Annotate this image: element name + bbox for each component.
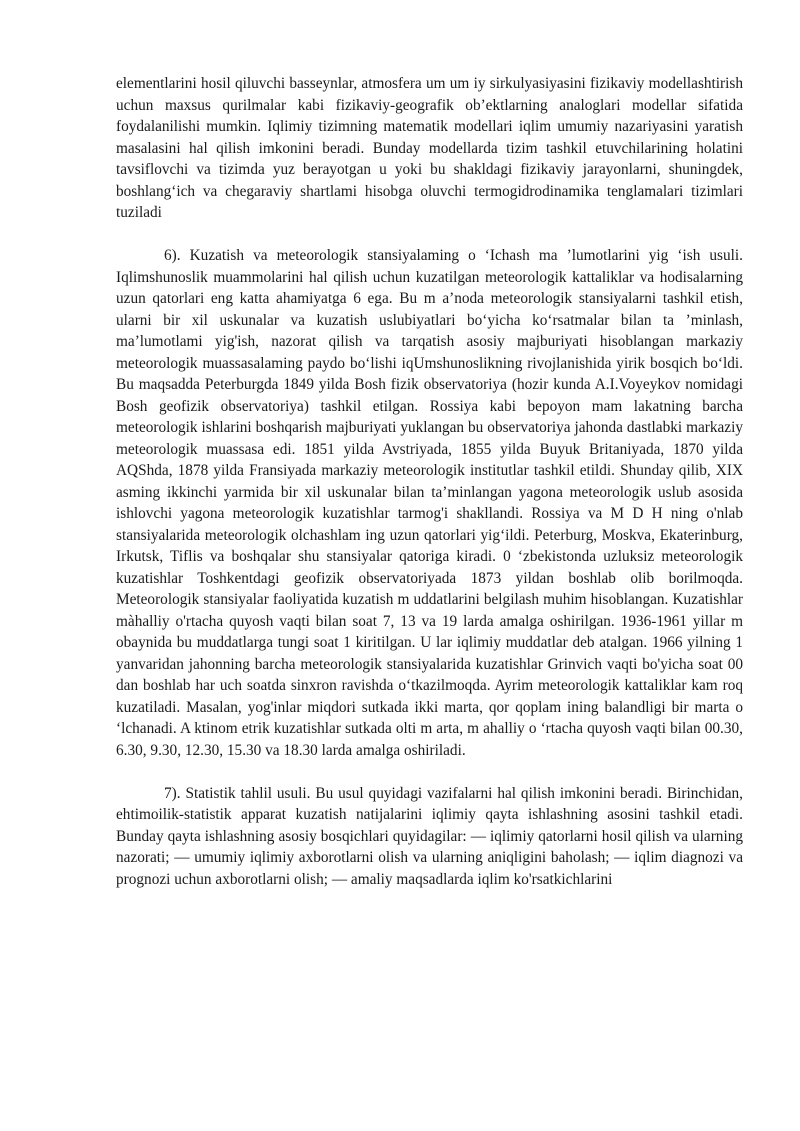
paragraph-statistical-method: 7). Statistik tahlil usuli. Bu usul quyidagi vazifalarni hal qilish imkonini beradi. Birinchidan, ehtimoilik-statistik apparat kuzatish natijalarini iqlimiy qayta ishlashning asosini tashkil etadi. Bunday qayta ishlashning asosiy bosqichlari quyidagilar: — iqlimiy qatorlarni hosil qilish va ularning nazorati; — umumiy iqlimiy axborotlarni olish va ularning aniqligini baholash; — iqlim diagnozi va prognozi uchun axborotlarni olish; — amaliy maqsadlarda iqlim ko'rsatkichlarini bbox=[116, 784, 743, 888]
paragraph-observation-method: 6). Kuzatish va meteorologik stansiyalaming o ‘Ichash ma ’lumotlarini yig ‘ish usuli. Iqlimshunoslik muammolarini hal qilish uchun kuzatilgan meteorologik kattaliklar va hodisalarning uzun qatorlari eng katta ahamiyatga 6 ega. Bu m a’noda meteorologik stansiyalarni tashkil etish, ularni bir xil uskunalar va kuzatish uslubiyatlari bo‘yicha ko‘rsatmalar bilan ta ’minlash, ma’lumotlami yig'ish, nazorat qilish va tarqatish asosiy majburiyati hisoblangan markaziy meteorologik muassasalaming paydo bo‘lishi iqUmshunoslikning rivojlanishida yirik bosqich bo‘ldi. Bu maqsadda Peterburgda 1849 yilda Bosh fizik observatoriya (hozir kunda A.I.Voyeykov nomidagi Bosh geofizik observatoriya) tashkil etilgan. Rossiya kabi bepoyon mam lakatning barcha meteorologik ishlarini boshqarish majburiyati yuklangan bu observatoriya jahonda dastlabki markaziy meteorologik muassasa edi. 1851 yilda Avstriyada, 1855 yilda Buyuk Britaniyada, 1870 yilda AQShda, 1878 yilda Fransiyada markaziy meteorologik institutlar tashkil etildi. Shunday qilib, XIX asming ikkinchi yarmida bir xil uskunalar bilan ta’minlangan yagona meteorologik uslub asosida ishlovchi yagona meteorologik kuzatishlar tarmog'i shakllandi. Rossiya va M D H ning o'nlab stansiyalarida meteorologik olchashlam ing uzun qatorlari yig‘ildi. Peterburg, Moskva, Ekaterinburg, Irkutsk, Tiflis va boshqalar shu stansiyalar qatoriga kiradi. 0 ‘zbekistonda uzluksiz meteorologik kuzatishlar Toshkentdagi geofizik observatoriyada 1873 yildan boshlab olib borilmoqda. Meteorologik stansiyalar faoliyatida kuzatish m uddatlarini belgilash muhim hisoblangan. Kuzatishlar màhalliy o'rtacha quyosh vaqti bilan soat 7, 13 va 19 larda amalga oshirilgan. 1936-1961 yillar m obaynida bu muddatlarga tungi soat 1 kiritilgan. U lar iqlimiy muddatlar deb atalgan. 1966 yilning 1 yanvaridan jahonning barcha meteorologik stansiyalarida kuzatishlar Grinvich vaqti bo'yicha soat 00 dan boshlab har uch soatda sinxron ravishda o‘tkazilmoqda. Ayrim meteorologik kattaliklar kam roq kuzatiladi. Masalan, yog'inlar miqdori sutkada ikki marta, qor qoplam ining balandligi bir marta o ‘lchanadi. A ktinom etrik kuzatishlar sutkada olti m arta, m ahalliy o ‘rtacha quyosh vaqti bilan 00.30, 6.30, 9.30, 12.30, 15.30 va 18.30 larda amalga oshiriladi. bbox=[116, 247, 743, 759]
paragraph-spacer bbox=[116, 224, 743, 246]
document-page bbox=[116, 73, 743, 890]
paragraph-continuation: elementlarini hosil qiluvchi basseynlar, atmosfera um um iy sirkulyasiyasini fizikaviy modellashtirish uchun maxsus qurilmalar kabi fizikaviy-geografik ob’ektlarning analoglari modellar sifatida foydalanilishi mumkin. Iqlimiy tizimning matematik modellari iqlim umumiy nazariyasini yaratish masalasini hal qilish imkonini beradi. Bunday modellarda tizim tashkil etuvchilarining holatini tavsiflovchi va tizimda yuz berayotgan u yoki bu shakldagi fizikaviy jarayonlarni, shuningdek, boshlang‘ich va chegaraviy shartlami hisobga oluvchi termogidrodinamika tenglamalari tizimlari tuziladi bbox=[116, 75, 743, 221]
paragraph-spacer bbox=[116, 761, 743, 783]
